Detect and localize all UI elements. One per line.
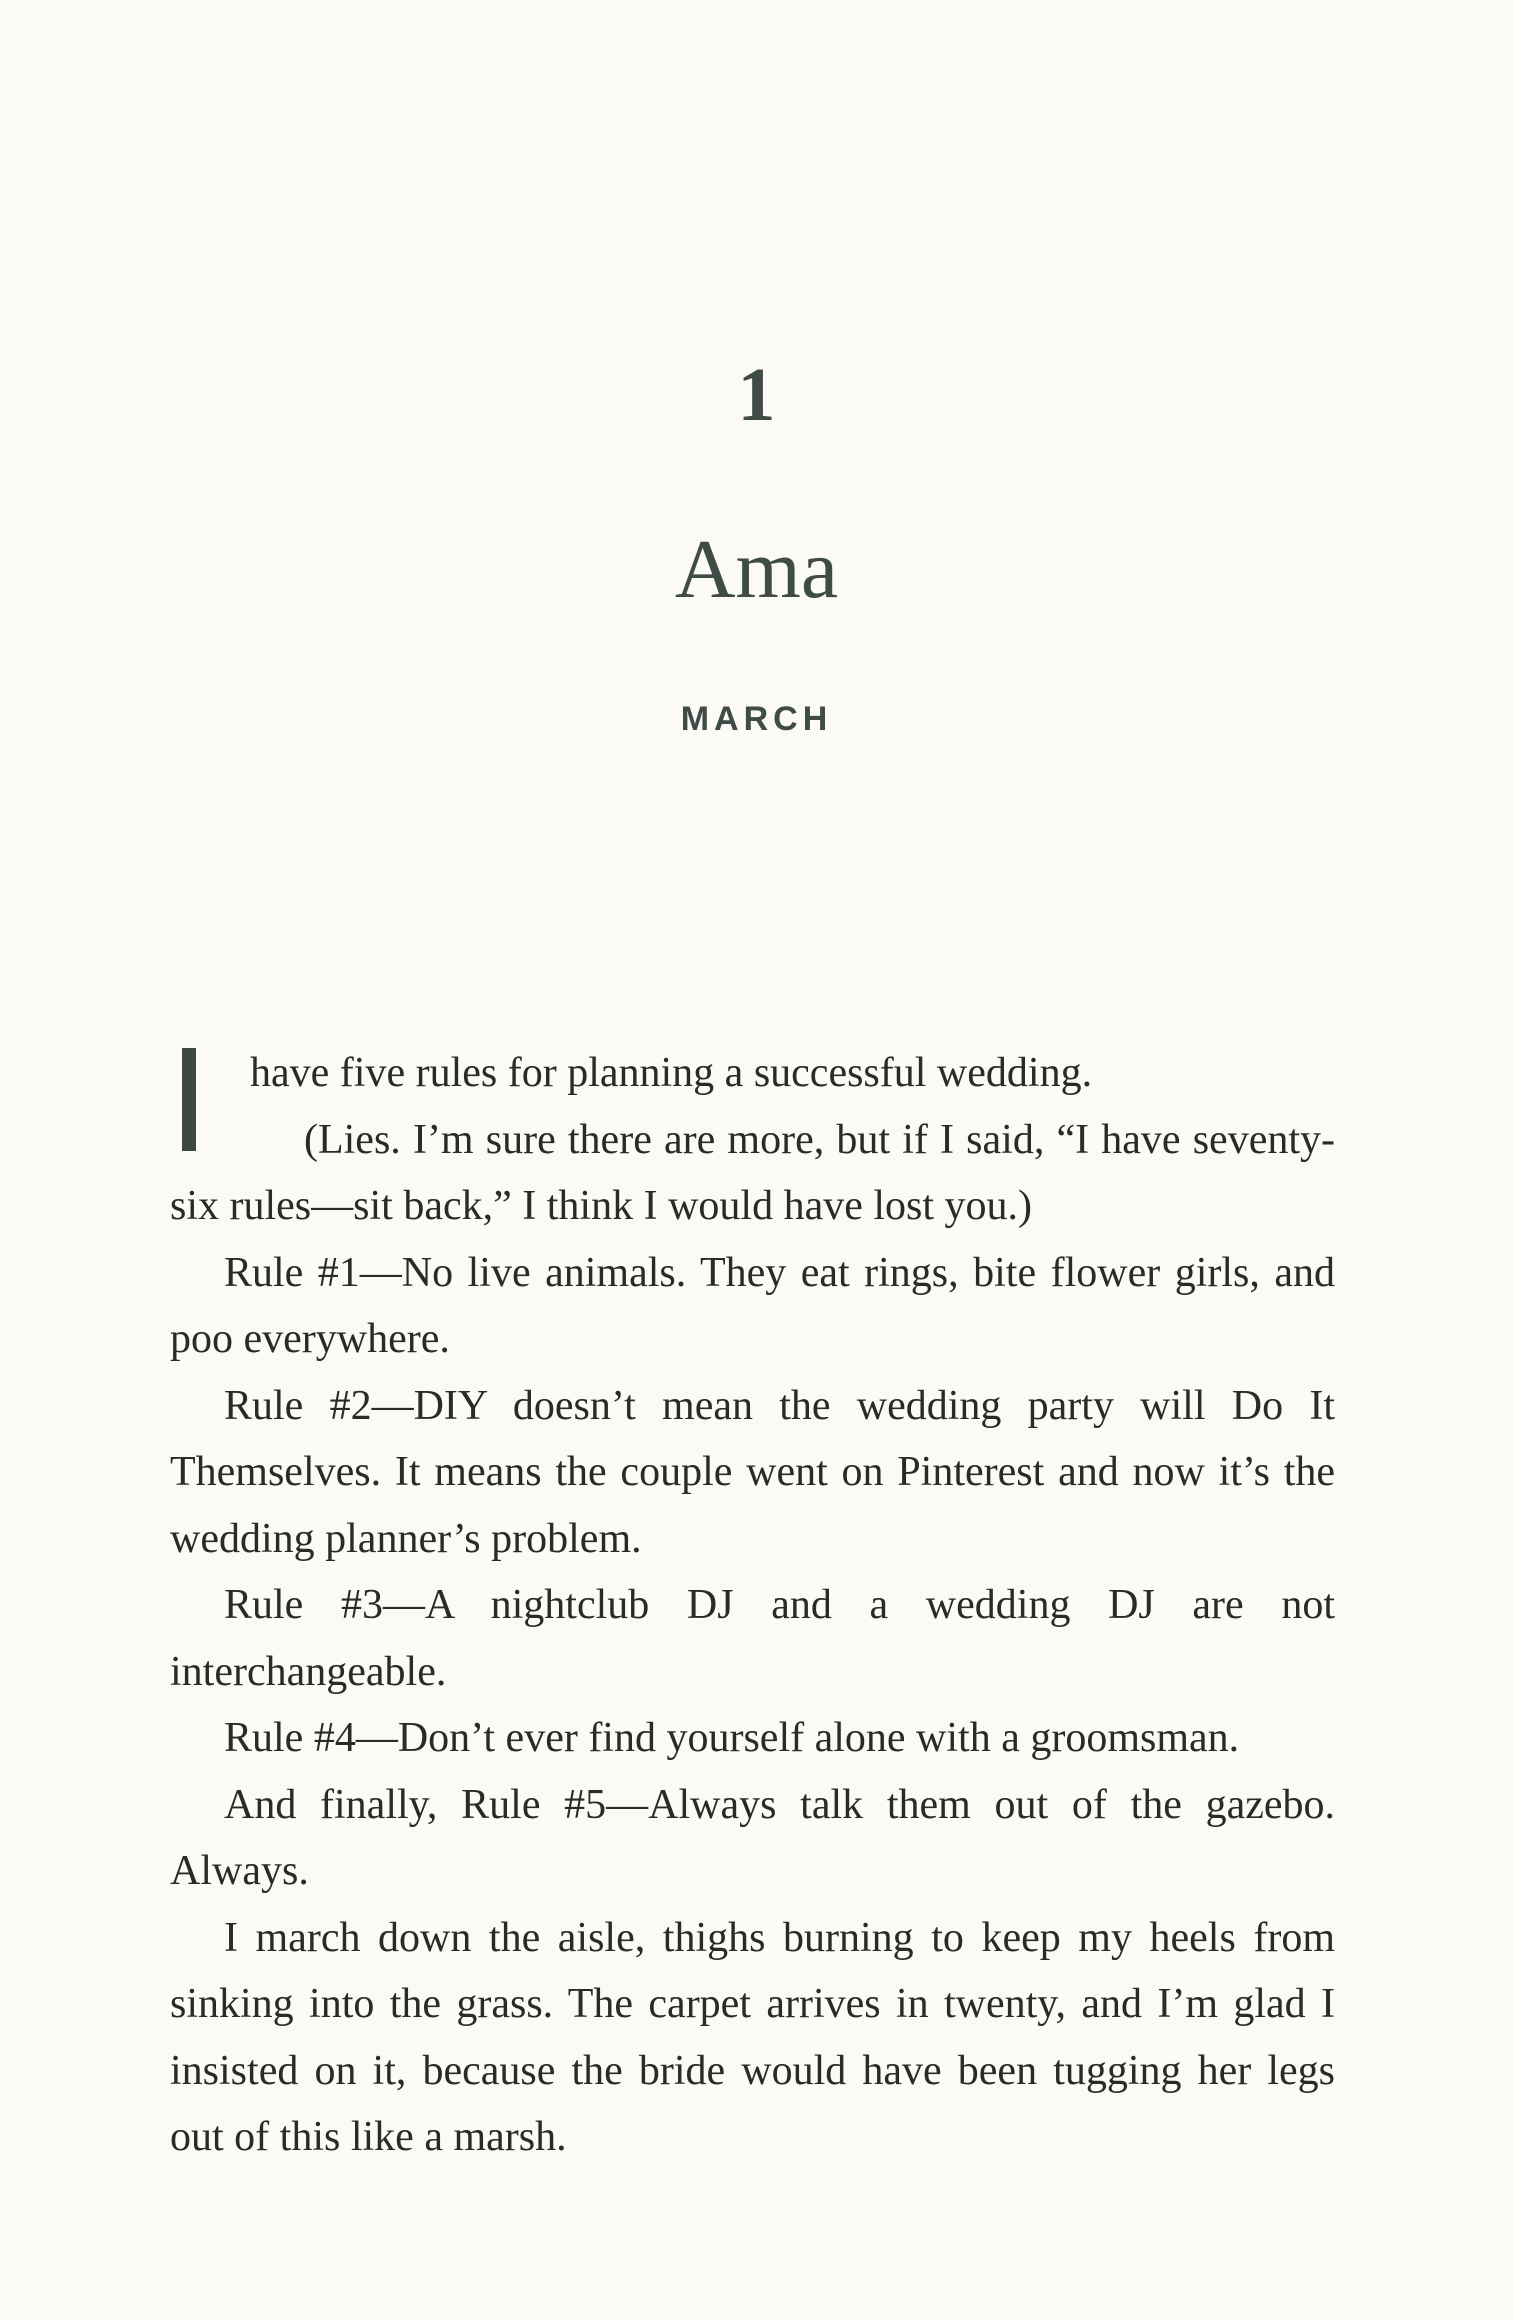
chapter-number: 1 xyxy=(737,353,776,437)
chapter-subtitle: MARCH xyxy=(680,700,833,738)
paragraph: I march down the aisle, thighs burning to keep my heels from sinking into the grass. The carpet arrives in twenty, and I’m glad I insisted on it, because the bride would have been tugging her legs out of this like a marsh. xyxy=(170,1914,1335,2160)
paragraph: And finally, Rule #5—Always talk them out of the gazebo. Always. xyxy=(170,1781,1335,1894)
chapter-title: Ama xyxy=(674,523,839,616)
paragraph: Rule #4—Don’t ever find yourself alone with a groomsman. xyxy=(224,1715,1240,1761)
drop-cap xyxy=(182,1048,196,1151)
paragraph: Rule #2—DIY doesn’t mean the wedding party will Do It Themselves. It means the couple went on Pinterest and now it’s the wedding planner’s problem. xyxy=(170,1382,1335,1562)
paragraph: Rule #3—A nightclub DJ and a wedding DJ are not interchangeable. xyxy=(170,1582,1335,1695)
paragraph: (Lies. I’m sure there are more, but if I said, “I have seventy-six rules—sit back,” I think I would have lost you.) xyxy=(170,1116,1335,1229)
paragraph: have five rules for planning a successful wedding. xyxy=(170,1040,1335,1107)
body-text xyxy=(170,1040,1335,2171)
paragraph: Rule #1—No live animals. They eat rings, bite flower girls, and poo everywhere. xyxy=(170,1249,1335,1362)
